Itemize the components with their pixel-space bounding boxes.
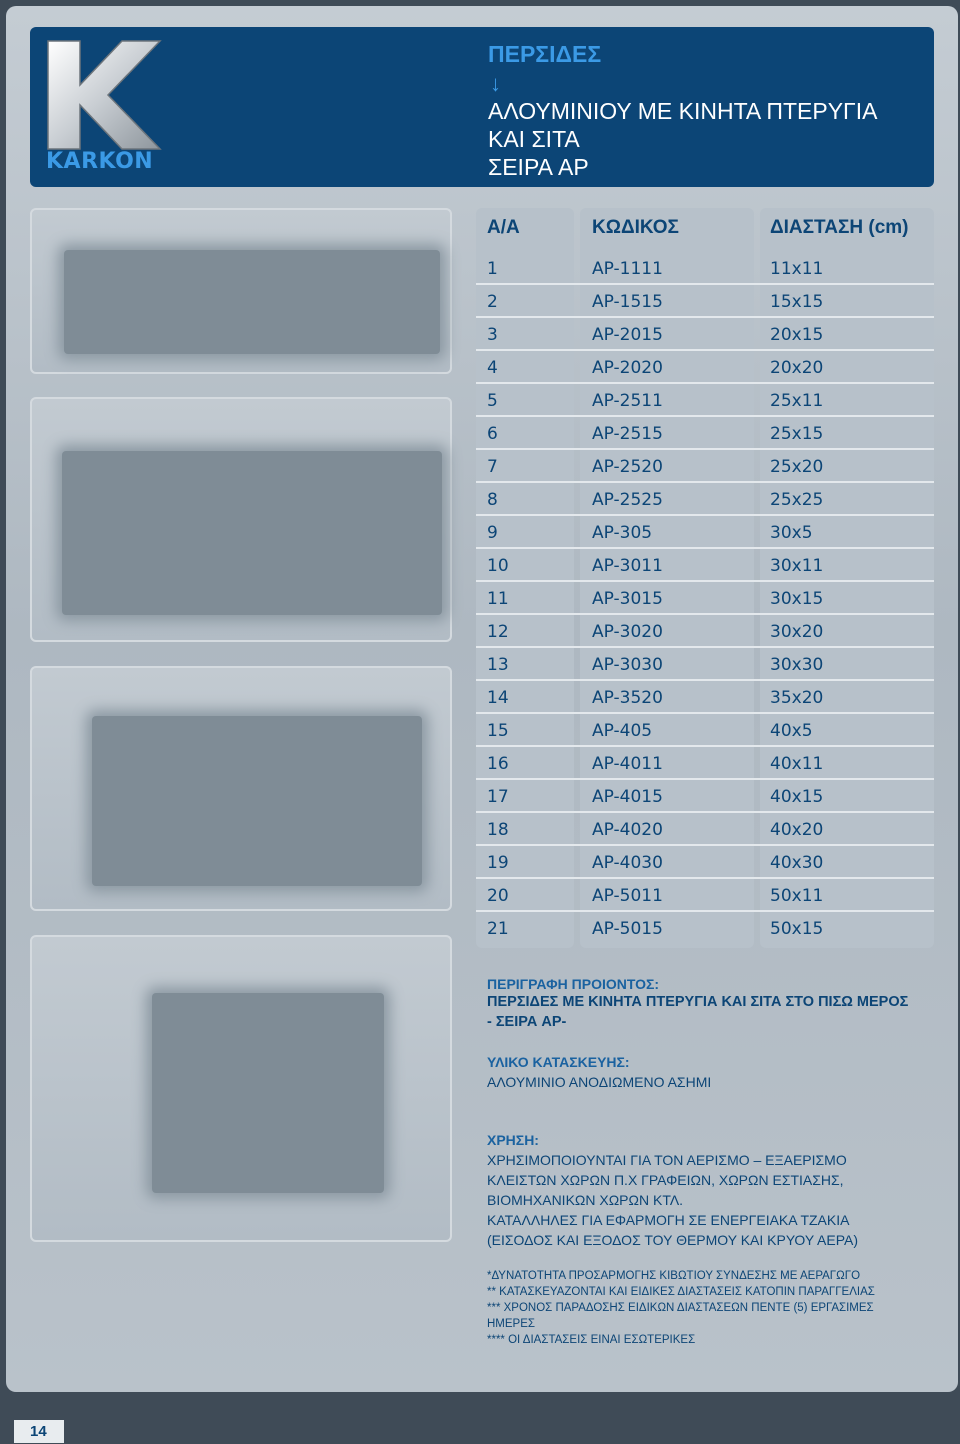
header-banner	[30, 27, 934, 187]
row-code: AP-2520	[592, 457, 663, 477]
row-index: 2	[487, 292, 498, 312]
product-photo-2	[30, 397, 452, 642]
table-row	[476, 483, 934, 516]
row-dimension: 30x20	[770, 622, 824, 642]
footnote-line: **** ΟΙ ΔΙΑΣΤΑΣΕΙΣ ΕΙΝΑΙ ΕΣΩΤΕΡΙΚΕΣ	[487, 1334, 696, 1346]
row-dimension: 25x15	[770, 424, 824, 444]
row-index: 5	[487, 391, 498, 411]
row-code: AP-3030	[592, 655, 663, 675]
row-dimension: 30x5	[770, 523, 813, 543]
page-subtitle	[488, 97, 877, 181]
row-code: AP-3015	[592, 589, 663, 609]
row-code: AP-1515	[592, 292, 663, 312]
row-index: 1	[487, 259, 498, 279]
row-code: AP-4011	[592, 754, 663, 774]
row-dimension: 30x30	[770, 655, 824, 675]
row-dimension: 25x20	[770, 457, 824, 477]
table-row	[476, 681, 934, 714]
row-index: 10	[487, 556, 509, 576]
row-code: AP-3011	[592, 556, 663, 576]
description-text: ΠΕΡΣΙΔΕΣ ΜΕ ΚΙΝΗΤΑ ΠΤΕΡΥΓΙΑ ΚΑΙ ΣΙΤΑ ΣΤΟ ΠΙΣΩ ΜΕΡΟΣ - ΣΕΙΡΑ AP-	[487, 994, 909, 1030]
page-title: ΠΕΡΣΙΔΕΣ	[488, 41, 602, 67]
row-code: AP-5011	[592, 886, 663, 906]
row-dimension: 40x11	[770, 754, 824, 774]
row-dimension: 20x20	[770, 358, 824, 378]
row-code: AP-3520	[592, 688, 663, 708]
subtitle-line: ΚΑΙ ΣΙΤΑ	[488, 126, 580, 152]
column-header-dimension: ΔΙΑΣΤΑΣΗ (cm)	[770, 217, 909, 238]
row-code: AP-1111	[592, 259, 663, 279]
row-dimension: 50x11	[770, 886, 824, 906]
row-dimension: 40x5	[770, 721, 813, 741]
row-index: 20	[487, 886, 509, 906]
row-index: 3	[487, 325, 498, 345]
table-row	[476, 351, 934, 384]
row-dimension: 35x20	[770, 688, 824, 708]
material-text: ΑΛΟΥΜΙΝΙΟ ΑΝΟΔΙΩΜΕΝΟ ΑΣΗΜΙ	[487, 1074, 712, 1090]
usage-section	[487, 1132, 858, 1250]
row-index: 7	[487, 457, 498, 477]
row-index: 18	[487, 820, 509, 840]
table-row	[476, 417, 934, 450]
row-dimension: 40x20	[770, 820, 824, 840]
row-code: AP-3020	[592, 622, 663, 642]
row-code: AP-4015	[592, 787, 663, 807]
footnotes	[487, 1268, 875, 1348]
row-dimension: 11x11	[770, 259, 824, 279]
row-dimension: 40x30	[770, 853, 824, 873]
row-code: AP-2511	[592, 391, 663, 411]
row-index: 8	[487, 490, 498, 510]
product-photo-3	[30, 666, 452, 911]
footnote-line: ** ΚΑΤΑΣΚΕΥΑΖΟΝΤΑΙ ΚΑΙ ΕΙΔΙΚΕΣ ΔΙΑΣΤΑΣΕΙΣ ΚΑΤΟΠΙΝ ΠΑΡΑΓΓΕΛΙΑΣ	[487, 1286, 875, 1298]
table-row	[476, 648, 934, 681]
row-index: 11	[487, 589, 509, 609]
row-code: AP-4030	[592, 853, 663, 873]
row-dimension: 20x15	[770, 325, 824, 345]
row-code: AP-2515	[592, 424, 663, 444]
table-row	[476, 516, 934, 549]
row-dimension: 50x15	[770, 919, 824, 939]
row-index: 13	[487, 655, 509, 675]
product-table	[476, 208, 934, 948]
row-dimension: 30x11	[770, 556, 824, 576]
row-code: AP-305	[592, 523, 653, 543]
product-description	[487, 976, 908, 1032]
table-row	[476, 384, 934, 417]
product-photo-4	[30, 935, 452, 1242]
row-code: AP-5015	[592, 919, 663, 939]
table-row	[476, 450, 934, 483]
row-index: 6	[487, 424, 498, 444]
row-index: 16	[487, 754, 509, 774]
arrow-down-icon: ↓	[490, 71, 501, 96]
table-row	[476, 318, 934, 351]
row-index: 21	[487, 919, 509, 939]
description-label: ΠΕΡΙΓΡΑΦΗ ΠΡΟΙΟΝΤΟΣ:	[487, 976, 660, 992]
product-photo-1	[30, 208, 452, 374]
row-dimension: 40x15	[770, 787, 824, 807]
brand-name: KARKON	[46, 149, 154, 174]
usage-text: ΧΡΗΣΙΜΟΠΟΙΟΥΝΤΑΙ ΓΙΑ ΤΟΝ ΑΕΡΙΣΜΟ – ΕΞΑΕΡΙΣΜΟ ΚΛΕΙΣΤΩΝ ΧΩΡΩΝ Π.Χ ΓΡΑΦΕΙΩΝ, ΧΩΡΩΝ ΕΣΤΙΑΣΗΣ, ΒΙΟΜΗΧΑΝΙΚΩΝ ΧΩΡΩΝ ΚΤΛ. ΚΑΤΑΛΛΗΛΕΣ ΓΙΑ ΕΦΑΡΜΟΓΗ ΣΕ ΕΝΕΡΓΕΙΑΚΑ ΤΖΑΚΙΑ (ΕΙΣΟΔΟΣ ΚΑΙ ΕΞΟΔΟΣ ΤΟΥ ΘΕΡΜΟΥ ΚΑΙ ΚΡΥΟΥ ΑΕΡΑ)	[487, 1152, 859, 1248]
row-code: AP-2015	[592, 325, 663, 345]
row-index: 17	[487, 787, 509, 807]
footnote-line: *ΔΥΝΑΤΟΤΗΤΑ ΠΡΟΣΑΡΜΟΓΗΣ ΚΙΒΩΤΙΟΥ ΣΥΝΔΕΣΗΣ ΜΕ ΑΕΡΑΓΩΓΟ	[487, 1270, 861, 1282]
footnote-line: ΗΜΕΡΕΣ	[487, 1318, 536, 1330]
row-index: 15	[487, 721, 509, 741]
column-header-code: ΚΩΔΙΚΟΣ	[592, 217, 679, 238]
row-index: 4	[487, 358, 498, 378]
table-row	[476, 252, 934, 285]
row-index: 9	[487, 523, 498, 543]
column-header-index: Α/Α	[487, 217, 520, 238]
table-row	[476, 912, 934, 945]
table-row	[476, 549, 934, 582]
page-number: 14	[14, 1420, 64, 1443]
subtitle-line: ΣΕΙΡΑ AP	[488, 154, 589, 180]
row-code: AP-2020	[592, 358, 663, 378]
table-row	[476, 615, 934, 648]
row-dimension: 30x15	[770, 589, 824, 609]
row-index: 12	[487, 622, 509, 642]
table-row	[476, 285, 934, 318]
row-index: 19	[487, 853, 509, 873]
table-row	[476, 813, 934, 846]
row-code: AP-4020	[592, 820, 663, 840]
material-section	[487, 1054, 711, 1092]
row-code: AP-405	[592, 721, 653, 741]
table-row	[476, 780, 934, 813]
footnote-line: *** ΧΡΟΝΟΣ ΠΑΡΑΔΟΣΗΣ ΕΙΔΙΚΩΝ ΔΙΑΣΤΑΣΕΩΝ ΠΕΝΤΕ (5) ΕΡΓΑΣΙΜΕΣ	[487, 1302, 874, 1314]
row-dimension: 25x25	[770, 490, 824, 510]
table-row	[476, 879, 934, 912]
row-code: AP-2525	[592, 490, 663, 510]
usage-label: ΧΡΗΣΗ:	[487, 1132, 539, 1148]
table-row	[476, 747, 934, 780]
subtitle-line: ΑΛΟΥΜΙΝΙΟΥ ΜΕ ΚΙΝΗΤΑ ΠΤΕΡΥΓΙΑ	[488, 98, 878, 124]
table-row	[476, 714, 934, 747]
row-dimension: 15x15	[770, 292, 824, 312]
table-row	[476, 846, 934, 879]
table-row	[476, 582, 934, 615]
row-dimension: 25x11	[770, 391, 824, 411]
row-index: 14	[487, 688, 509, 708]
material-label: ΥΛΙΚΟ ΚΑΤΑΣΚΕΥΗΣ:	[487, 1054, 630, 1070]
